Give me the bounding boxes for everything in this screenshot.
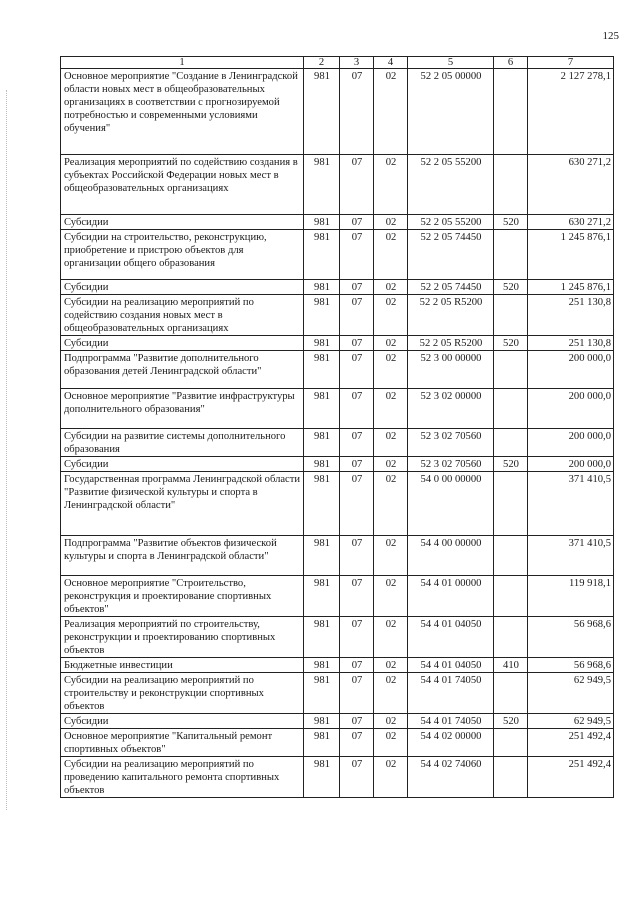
row-expense-type: 410 xyxy=(494,658,528,673)
row-admin-code: 981 xyxy=(304,230,340,280)
row-amount: 630 271,2 xyxy=(528,215,614,230)
row-subsection: 02 xyxy=(374,457,408,472)
row-subsection: 02 xyxy=(374,673,408,714)
budget-table xyxy=(60,56,614,798)
row-subsection: 02 xyxy=(374,757,408,798)
row-admin-code: 981 xyxy=(304,351,340,389)
row-expense-type: 520 xyxy=(494,457,528,472)
row-name: Субсидии на развитие системы дополнительного образования xyxy=(61,429,304,457)
row-admin-code: 981 xyxy=(304,729,340,757)
row-target-article: 54 4 02 74060 xyxy=(408,757,494,798)
row-expense-type: 520 xyxy=(494,215,528,230)
row-name: Реализация мероприятий по строительству, реконструкции и проектированию спортивных объектов xyxy=(61,617,304,658)
table-row xyxy=(61,617,614,658)
row-section: 07 xyxy=(340,69,374,155)
row-expense-type xyxy=(494,389,528,429)
row-section: 07 xyxy=(340,336,374,351)
row-section: 07 xyxy=(340,658,374,673)
row-subsection: 02 xyxy=(374,69,408,155)
row-target-article: 54 4 01 74050 xyxy=(408,714,494,729)
row-amount: 62 949,5 xyxy=(528,673,614,714)
row-expense-type xyxy=(494,536,528,576)
row-expense-type xyxy=(494,729,528,757)
row-section: 07 xyxy=(340,295,374,336)
row-subsection: 02 xyxy=(374,155,408,215)
table-row xyxy=(61,230,614,280)
row-name: Субсидии xyxy=(61,457,304,472)
row-amount: 200 000,0 xyxy=(528,351,614,389)
row-amount: 371 410,5 xyxy=(528,536,614,576)
row-expense-type xyxy=(494,351,528,389)
row-admin-code: 981 xyxy=(304,617,340,658)
table-row xyxy=(61,757,614,798)
page-number: 125 xyxy=(602,30,619,42)
row-target-article: 54 4 01 00000 xyxy=(408,576,494,617)
table-row xyxy=(61,576,614,617)
row-admin-code: 981 xyxy=(304,295,340,336)
row-target-article: 52 3 02 70560 xyxy=(408,429,494,457)
row-section: 07 xyxy=(340,617,374,658)
row-subsection: 02 xyxy=(374,729,408,757)
row-section: 07 xyxy=(340,729,374,757)
row-subsection: 02 xyxy=(374,230,408,280)
table-row xyxy=(61,673,614,714)
row-expense-type xyxy=(494,757,528,798)
row-section: 07 xyxy=(340,536,374,576)
row-name: Бюджетные инвестиции xyxy=(61,658,304,673)
table-row xyxy=(61,729,614,757)
row-admin-code: 981 xyxy=(304,714,340,729)
table-row xyxy=(61,457,614,472)
row-name: Реализация мероприятий по содействию создания в субъектах Российской Федерации новых мест в общеобразовательных организациях xyxy=(61,155,304,215)
row-name: Субсидии xyxy=(61,215,304,230)
row-target-article: 54 4 02 00000 xyxy=(408,729,494,757)
row-section: 07 xyxy=(340,429,374,457)
row-admin-code: 981 xyxy=(304,673,340,714)
row-target-article: 52 2 05 55200 xyxy=(408,215,494,230)
row-admin-code: 981 xyxy=(304,536,340,576)
row-subsection: 02 xyxy=(374,658,408,673)
row-admin-code: 981 xyxy=(304,280,340,295)
row-expense-type xyxy=(494,673,528,714)
row-subsection: 02 xyxy=(374,576,408,617)
row-expense-type xyxy=(494,429,528,457)
row-amount: 251 492,4 xyxy=(528,729,614,757)
table-body xyxy=(61,69,614,798)
row-name: Субсидии на строительство, реконструкцию, приобретение и пристрою объектов для организации общего образования xyxy=(61,230,304,280)
row-section: 07 xyxy=(340,673,374,714)
row-amount: 56 968,6 xyxy=(528,617,614,658)
row-admin-code: 981 xyxy=(304,155,340,215)
row-target-article: 52 2 05 74450 xyxy=(408,280,494,295)
row-subsection: 02 xyxy=(374,536,408,576)
row-name: Субсидии xyxy=(61,280,304,295)
row-target-article: 54 4 01 04050 xyxy=(408,617,494,658)
row-admin-code: 981 xyxy=(304,576,340,617)
row-amount: 1 245 876,1 xyxy=(528,230,614,280)
row-target-article: 54 0 00 00000 xyxy=(408,472,494,536)
row-amount: 371 410,5 xyxy=(528,472,614,536)
scan-margin-marks xyxy=(6,90,8,810)
row-target-article: 52 2 05 55200 xyxy=(408,155,494,215)
row-name: Основное мероприятие "Развитие инфраструктуры дополнительного образования" xyxy=(61,389,304,429)
row-subsection: 02 xyxy=(374,280,408,295)
row-amount: 251 130,8 xyxy=(528,295,614,336)
row-expense-type xyxy=(494,295,528,336)
row-section: 07 xyxy=(340,155,374,215)
row-section: 07 xyxy=(340,757,374,798)
row-name: Основное мероприятие "Строительство, реконструкция и проектирование спортивных объектов" xyxy=(61,576,304,617)
table-row xyxy=(61,536,614,576)
row-subsection: 02 xyxy=(374,472,408,536)
row-name: Государственная программа Ленинградской области "Развитие физической культуры и спорта в Ленинградской области" xyxy=(61,472,304,536)
row-admin-code: 981 xyxy=(304,215,340,230)
row-admin-code: 981 xyxy=(304,389,340,429)
row-target-article: 54 4 01 74050 xyxy=(408,673,494,714)
row-target-article: 52 3 00 00000 xyxy=(408,351,494,389)
row-admin-code: 981 xyxy=(304,69,340,155)
row-name: Основное мероприятие "Капитальный ремонт спортивных объектов" xyxy=(61,729,304,757)
row-expense-type xyxy=(494,576,528,617)
row-subsection: 02 xyxy=(374,389,408,429)
row-amount: 251 130,8 xyxy=(528,336,614,351)
table-row xyxy=(61,351,614,389)
row-target-article: 54 4 00 00000 xyxy=(408,536,494,576)
table-row xyxy=(61,215,614,230)
row-section: 07 xyxy=(340,472,374,536)
row-amount: 251 492,4 xyxy=(528,757,614,798)
row-subsection: 02 xyxy=(374,295,408,336)
column-header-7: 7 xyxy=(528,57,614,69)
row-expense-type xyxy=(494,69,528,155)
column-header-2: 2 xyxy=(304,57,340,69)
row-admin-code: 981 xyxy=(304,457,340,472)
row-amount: 56 968,6 xyxy=(528,658,614,673)
row-amount: 200 000,0 xyxy=(528,389,614,429)
row-section: 07 xyxy=(340,280,374,295)
row-admin-code: 981 xyxy=(304,336,340,351)
row-name: Основное мероприятие "Создание в Ленинградской области новых мест в общеобразовательных организациях в соответствии с прогнозируемой потребностью и современными условиями обучения" xyxy=(61,69,304,155)
row-target-article: 52 2 05 R5200 xyxy=(408,295,494,336)
row-expense-type xyxy=(494,230,528,280)
table-row xyxy=(61,280,614,295)
row-admin-code: 981 xyxy=(304,658,340,673)
row-section: 07 xyxy=(340,230,374,280)
row-expense-type xyxy=(494,155,528,215)
row-target-article: 52 2 05 00000 xyxy=(408,69,494,155)
row-section: 07 xyxy=(340,389,374,429)
row-target-article: 54 4 01 04050 xyxy=(408,658,494,673)
row-name: Подпрограмма "Развитие объектов физической культуры и спорта в Ленинградской области" xyxy=(61,536,304,576)
table-row xyxy=(61,429,614,457)
row-subsection: 02 xyxy=(374,336,408,351)
column-header-4: 4 xyxy=(374,57,408,69)
row-target-article: 52 3 02 00000 xyxy=(408,389,494,429)
row-amount: 1 245 876,1 xyxy=(528,280,614,295)
table-row xyxy=(61,714,614,729)
row-amount: 119 918,1 xyxy=(528,576,614,617)
row-amount: 2 127 278,1 xyxy=(528,69,614,155)
row-subsection: 02 xyxy=(374,351,408,389)
row-target-article: 52 3 02 70560 xyxy=(408,457,494,472)
row-name: Субсидии на реализацию мероприятий по содействию создания новых мест в общеобразовательных организациях xyxy=(61,295,304,336)
row-section: 07 xyxy=(340,576,374,617)
column-header-5: 5 xyxy=(408,57,494,69)
row-expense-type: 520 xyxy=(494,336,528,351)
row-admin-code: 981 xyxy=(304,429,340,457)
row-expense-type xyxy=(494,617,528,658)
column-header-6: 6 xyxy=(494,57,528,69)
row-target-article: 52 2 05 R5200 xyxy=(408,336,494,351)
row-amount: 630 271,2 xyxy=(528,155,614,215)
row-section: 07 xyxy=(340,351,374,389)
table-row xyxy=(61,336,614,351)
row-name: Субсидии xyxy=(61,714,304,729)
header-row xyxy=(61,57,614,69)
row-name: Субсидии xyxy=(61,336,304,351)
table-row xyxy=(61,295,614,336)
row-expense-type xyxy=(494,472,528,536)
table-row xyxy=(61,658,614,673)
table-row xyxy=(61,389,614,429)
table-row xyxy=(61,472,614,536)
row-expense-type: 520 xyxy=(494,714,528,729)
row-name: Субсидии на реализацию мероприятий по проведению капитального ремонта спортивных объектов xyxy=(61,757,304,798)
row-admin-code: 981 xyxy=(304,757,340,798)
table-row xyxy=(61,69,614,155)
row-admin-code: 981 xyxy=(304,472,340,536)
row-amount: 200 000,0 xyxy=(528,429,614,457)
row-section: 07 xyxy=(340,215,374,230)
row-name: Субсидии на реализацию мероприятий по строительству и реконструкции спортивных объектов xyxy=(61,673,304,714)
row-amount: 62 949,5 xyxy=(528,714,614,729)
column-header-1: 1 xyxy=(61,57,304,69)
row-subsection: 02 xyxy=(374,215,408,230)
row-section: 07 xyxy=(340,714,374,729)
row-name: Подпрограмма "Развитие дополнительного образования детей Ленинградской области" xyxy=(61,351,304,389)
row-subsection: 02 xyxy=(374,429,408,457)
table-row xyxy=(61,155,614,215)
row-subsection: 02 xyxy=(374,617,408,658)
row-section: 07 xyxy=(340,457,374,472)
row-amount: 200 000,0 xyxy=(528,457,614,472)
row-target-article: 52 2 05 74450 xyxy=(408,230,494,280)
row-subsection: 02 xyxy=(374,714,408,729)
row-expense-type: 520 xyxy=(494,280,528,295)
column-header-3: 3 xyxy=(340,57,374,69)
